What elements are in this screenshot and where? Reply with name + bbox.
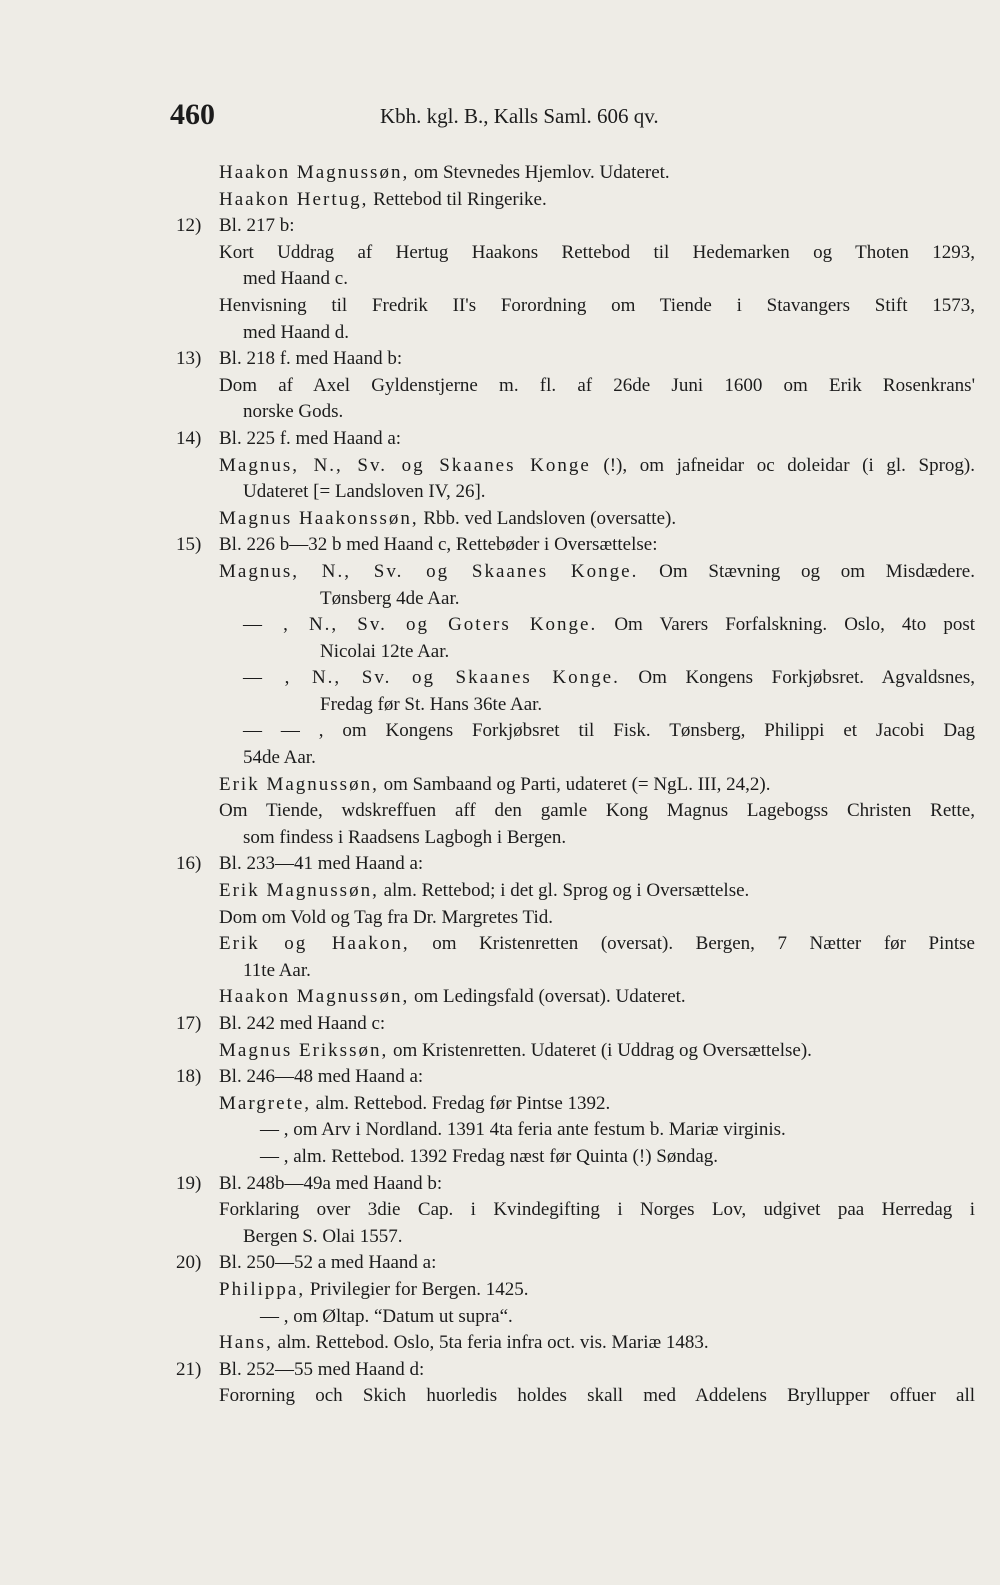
line-body: om Ledingsfald (oversat). Udateret. [409, 986, 686, 1008]
line-text [243, 612, 975, 639]
line-text [219, 1038, 812, 1065]
line-text [219, 772, 771, 799]
line-body: Om Varers Forfalskning. Oslo, 4to post [597, 614, 975, 636]
text-line [0, 1144, 1000, 1171]
line-text [243, 320, 349, 347]
line-text [219, 346, 402, 373]
entry-number: 20) [176, 1252, 202, 1274]
text-line [0, 426, 1000, 453]
page-header [0, 98, 1000, 138]
text-line [0, 1064, 1000, 1091]
text-line [0, 692, 1000, 719]
text-line [0, 665, 1000, 692]
text-line [0, 612, 1000, 639]
line-text [219, 1091, 610, 1118]
line-text [219, 240, 975, 267]
line-body: 11te Aar. [243, 959, 311, 981]
text-line [0, 745, 1000, 772]
text-line [0, 1304, 1000, 1331]
spaced-name: Erik Magnussøn, [219, 773, 379, 795]
text-line [0, 1277, 1000, 1304]
text-line [0, 1330, 1000, 1357]
text-line [0, 373, 1000, 400]
line-body: Forklaring over 3die Cap. i Kvindegifting i Norges Lov, udgivet paa Herredag i [219, 1199, 975, 1221]
line-text [243, 1224, 403, 1251]
line-body: Bl. 225 f. med Haand a: [219, 427, 402, 449]
text-line [0, 825, 1000, 852]
line-text [320, 639, 449, 666]
line-body: Tønsberg 4de Aar. [320, 587, 460, 609]
line-text [219, 213, 294, 240]
text-line [0, 1171, 1000, 1198]
line-text [219, 1011, 385, 1038]
line-text [219, 293, 975, 320]
line-text [219, 160, 670, 187]
text-line [0, 293, 1000, 320]
spaced-name: Philippa, [219, 1278, 306, 1300]
line-text [219, 1330, 709, 1357]
line-text [219, 187, 547, 214]
line-body: om Kristenretten. Udateret (i Uddrag og Oversættelse). [388, 1039, 812, 1061]
line-text [243, 665, 975, 692]
entry-number: 13) [176, 348, 202, 370]
line-body: Privilegier for Bergen. 1425. [305, 1278, 529, 1300]
text-line [0, 479, 1000, 506]
line-body: som findess i Raadsens Lagbogh i Bergen. [243, 826, 567, 848]
text-line [0, 532, 1000, 559]
spaced-name: Margrete, [219, 1092, 312, 1114]
line-body: Om Stævning og om Misdædere. [638, 560, 975, 582]
text-line [0, 984, 1000, 1011]
line-text [243, 266, 348, 293]
text-line [0, 1011, 1000, 1038]
text-line [0, 346, 1000, 373]
line-text [219, 1357, 424, 1384]
line-text [219, 1250, 436, 1277]
text-line [0, 399, 1000, 426]
text-line [0, 1357, 1000, 1384]
line-body: Bl. 250—52 a med Haand a: [219, 1252, 437, 1274]
line-body: norske Gods. [243, 401, 344, 423]
line-body: Fredag før St. Hans 36te Aar. [320, 693, 543, 715]
line-body: Bl. 248b—49a med Haand b: [219, 1172, 443, 1194]
line-body: Henvisning til Fredrik II's Forordning om Tiende i Stavangers Stift 1573, [219, 294, 975, 316]
line-body: alm. Rettebod. Fredag før Pintse 1392. [311, 1092, 611, 1114]
page-number: 460 [170, 98, 215, 131]
text-line [0, 266, 1000, 293]
spaced-name: Erik og Haakon, [219, 933, 410, 955]
entry-number: 21) [176, 1358, 202, 1380]
text-line [0, 958, 1000, 985]
line-text [219, 1383, 975, 1410]
text-line [0, 1091, 1000, 1118]
line-body: om Sambaand og Parti, udateret (= NgL. III, 24,2). [378, 773, 771, 795]
text-line [0, 878, 1000, 905]
entry-number: 18) [176, 1066, 202, 1088]
line-body: alm. Rettebod. Oslo, 5ta feria infra oct. vis. Mariæ 1483. [272, 1332, 709, 1354]
line-text [260, 1144, 718, 1171]
line-text [219, 851, 423, 878]
line-text [219, 1171, 442, 1198]
line-text [219, 1064, 423, 1091]
text-line [0, 213, 1000, 240]
text-line [0, 320, 1000, 347]
text-line [0, 1038, 1000, 1065]
line-body: Om Kongens Forkjøbsret. Agvaldsnes, [619, 667, 975, 689]
text-line [0, 1250, 1000, 1277]
text-line [0, 559, 1000, 586]
line-text [219, 931, 975, 958]
line-text [243, 745, 316, 772]
text-line [0, 240, 1000, 267]
text-line [0, 931, 1000, 958]
line-body: Bergen S. Olai 1557. [243, 1225, 403, 1247]
line-body: — , om Øltap. “Datum ut supra“. [260, 1305, 513, 1327]
line-body: — , alm. Rettebod. 1392 Fredag næst før Quinta (!) Søndag. [260, 1145, 719, 1167]
text-line [0, 1383, 1000, 1410]
entry-number: 17) [176, 1013, 202, 1034]
text-line [0, 506, 1000, 533]
line-text [243, 825, 566, 852]
entry-number: 14) [176, 427, 202, 449]
line-body: Udateret [= Landsloven IV, 26]. [243, 481, 486, 503]
line-body: (!), om jafneidar oc doleidar (i gl. Sprog). [590, 454, 975, 476]
text-line [0, 905, 1000, 932]
line-text [219, 1277, 528, 1304]
line-body: — — , om Kongens Forkjøbsret til Fisk. Tønsberg, Philippi et Jacobi Dag [243, 720, 975, 742]
line-body: om Kristenretten (oversat). Bergen, 7 Nætter før Pintse [409, 933, 975, 955]
text-line [0, 1224, 1000, 1251]
line-text [219, 426, 401, 453]
line-text [243, 399, 343, 426]
line-text [219, 798, 975, 825]
entry-number: 15) [176, 534, 202, 556]
text-line [0, 1197, 1000, 1224]
text-line [0, 851, 1000, 878]
text-line [0, 1117, 1000, 1144]
spaced-name: Magnus, N., Sv. og Skaanes Konge. [219, 560, 639, 582]
line-text [219, 905, 553, 932]
line-text [243, 958, 311, 985]
line-text [219, 984, 686, 1011]
line-text [243, 718, 975, 745]
line-body: Bl. 246—48 med Haand a: [219, 1066, 424, 1088]
line-body: 54de Aar. [243, 747, 316, 769]
line-body: Om Tiende, wdskreffuen aff den gamle Kong Magnus Lagebogss Christen Rette, [219, 800, 975, 822]
line-body: Rbb. ved Landsloven (oversatte). [418, 507, 677, 529]
line-body: Bl. 242 med Haand c: [219, 1013, 386, 1034]
line-body: Bl. 233—41 med Haand a: [219, 853, 424, 875]
entry-number: 12) [176, 215, 202, 237]
line-body: Bl. 218 f. med Haand b: [219, 348, 403, 370]
line-text [219, 453, 975, 480]
spaced-name: Magnus, N., Sv. og Skaanes Konge [219, 454, 591, 476]
running-title: Kbh. kgl. B., Kalls Saml. 606 qv. [380, 104, 659, 128]
line-body: alm. Rettebod; i det gl. Sprog og i Oversættelse. [378, 880, 750, 902]
line-text [320, 692, 542, 719]
line-body: Dom om Vold og Tag fra Dr. Margretes Tid. [219, 906, 553, 928]
line-text [243, 479, 486, 506]
line-text [219, 1197, 975, 1224]
text-line [0, 798, 1000, 825]
text-line [0, 718, 1000, 745]
text-line [0, 639, 1000, 666]
spaced-name: — , N., Sv. og Skaanes Konge. [243, 667, 620, 689]
text-line [0, 453, 1000, 480]
line-text [219, 506, 676, 533]
text-line [0, 187, 1000, 214]
line-text [219, 559, 975, 586]
line-body: Nicolai 12te Aar. [320, 640, 450, 662]
spaced-name: Haakon Hertug, [219, 188, 369, 210]
line-body: Rettebod til Ringerike. [368, 188, 547, 210]
entry-number: 19) [176, 1172, 202, 1194]
spaced-name: Erik Magnussøn, [219, 880, 379, 902]
line-body: med Haand c. [243, 268, 348, 290]
catalog-entries [0, 160, 1000, 1410]
line-text [219, 532, 658, 559]
line-body: — , om Arv i Nordland. 1391 4ta feria ante festum b. Mariæ virginis. [260, 1119, 786, 1141]
spaced-name: Magnus Erikssøn, [219, 1039, 389, 1061]
line-body: Fororning och Skich huorledis holdes skall med Addelens Bryllupper offuer all [219, 1385, 975, 1407]
line-text [219, 878, 749, 905]
text-line [0, 160, 1000, 187]
line-body: med Haand d. [243, 321, 350, 343]
line-text [260, 1304, 513, 1331]
spaced-name: Haakon Magnussøn, [219, 162, 410, 183]
line-text [219, 373, 975, 400]
line-text [260, 1117, 786, 1144]
text-line [0, 586, 1000, 613]
spaced-name: Haakon Magnussøn, [219, 986, 410, 1008]
spaced-name: — , N., Sv. og Goters Konge. [243, 614, 598, 636]
line-body: om Stevnedes Hjemlov. Udateret. [409, 162, 670, 183]
spaced-name: Magnus Haakonssøn, [219, 507, 419, 529]
spaced-name: Hans, [219, 1332, 273, 1354]
text-line [0, 772, 1000, 799]
entry-number: 16) [176, 853, 202, 875]
line-text [320, 586, 460, 613]
line-body: Bl. 226 b—32 b med Haand c, Rettebøder i Oversættelse: [219, 534, 658, 556]
line-body: Kort Uddrag af Hertug Haakons Rettebod til Hedemarken og Thoten 1293, [219, 241, 975, 263]
line-body: Dom af Axel Gyldenstjerne m. fl. af 26de Juni 1600 om Erik Rosenkrans' [219, 374, 975, 396]
line-body: Bl. 252—55 med Haand d: [219, 1358, 425, 1380]
line-body: Bl. 217 b: [219, 215, 295, 237]
